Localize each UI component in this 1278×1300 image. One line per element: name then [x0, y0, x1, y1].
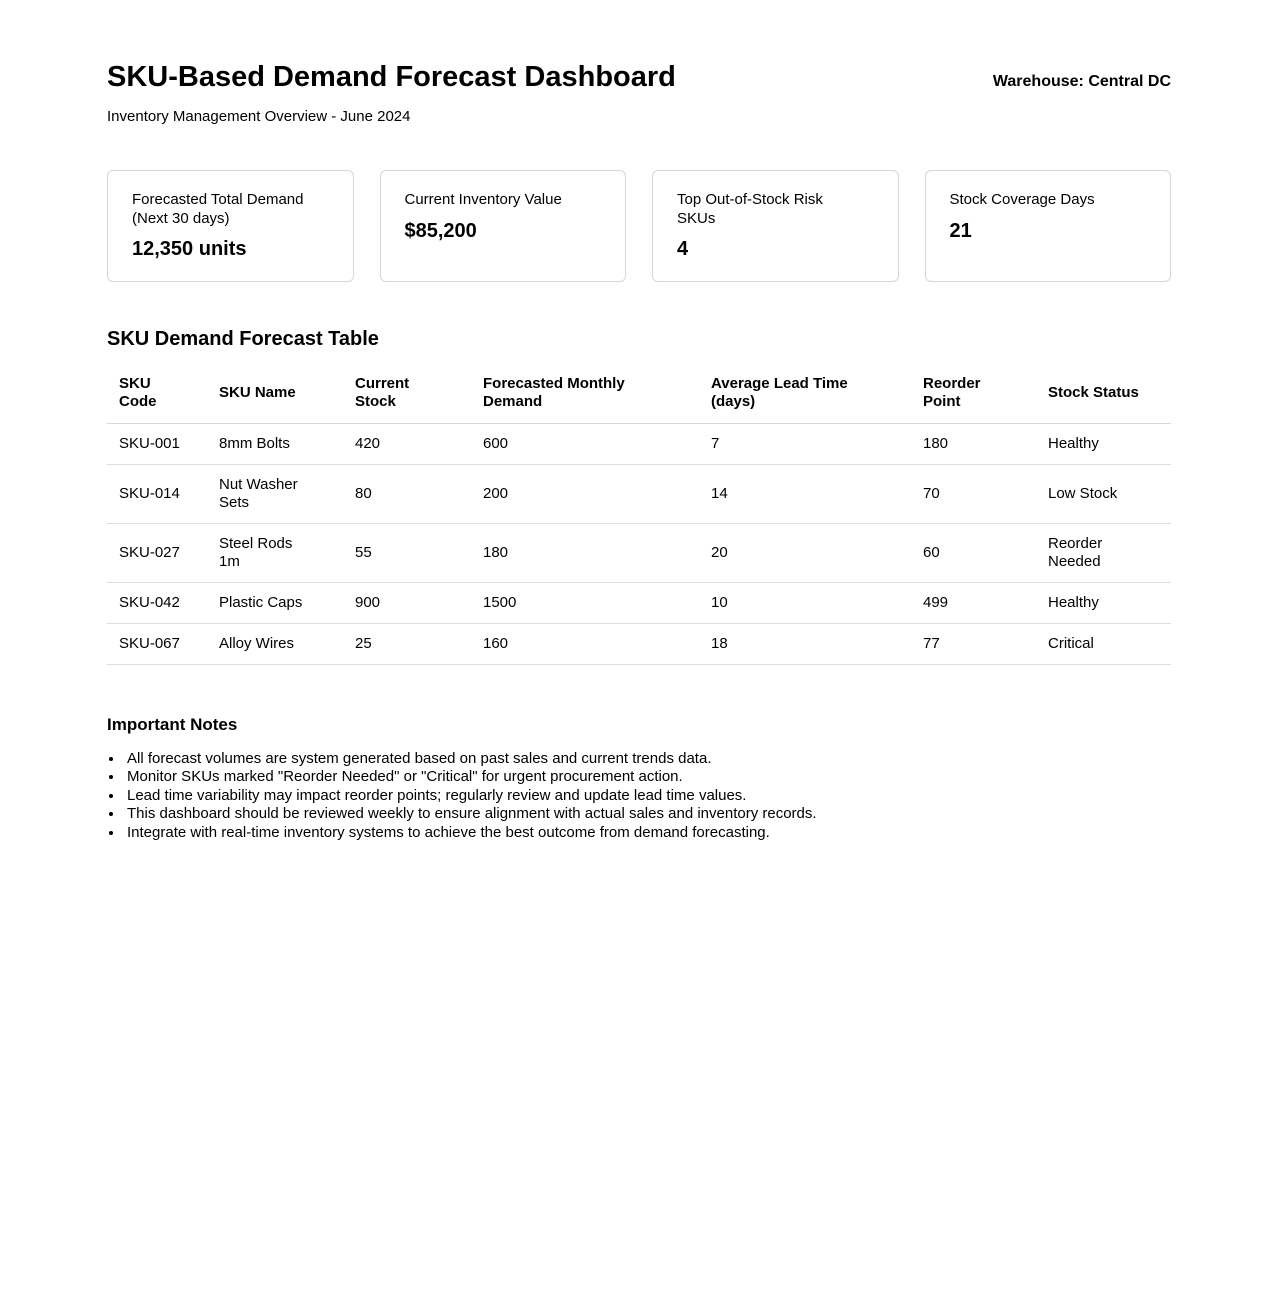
cell-sku-code: SKU-014 — [107, 464, 207, 523]
cell-lead-time: 20 — [699, 523, 911, 582]
cell-current-stock: 80 — [343, 464, 471, 523]
cell-sku-code: SKU-027 — [107, 523, 207, 582]
cell-forecasted-demand: 160 — [471, 623, 699, 664]
stat-card-value: $85,200 — [404, 219, 477, 242]
table-row — [107, 523, 1171, 582]
cell-lead-time: 10 — [699, 582, 911, 623]
col-header-stock-status — [1036, 367, 1171, 423]
cell-sku-name: Steel Rods 1m — [207, 523, 343, 582]
cell-stock-status: Reorder Needed — [1036, 523, 1171, 582]
col-header-label: SKU Code — [119, 375, 157, 411]
cell-sku-code: SKU-001 — [107, 423, 207, 464]
col-header-label: Reorder Point — [923, 375, 981, 411]
stat-card-label: Stock Coverage Days — [949, 190, 1095, 208]
table-row — [107, 623, 1171, 664]
header-bar — [107, 62, 1171, 94]
col-header-label: Average Lead Time (days) — [711, 375, 848, 411]
notes-list — [107, 750, 1171, 842]
cell-reorder-point: 180 — [911, 423, 1036, 464]
table-body — [107, 423, 1171, 664]
col-header-sku-name — [207, 367, 343, 423]
stat-card-current-inventory-value — [380, 170, 627, 283]
stat-card-out-of-stock-risk — [652, 170, 899, 283]
stat-card-value: 21 — [949, 219, 972, 242]
sku-forecast-table — [107, 367, 1171, 664]
col-header-label: Stock Status — [1048, 384, 1139, 402]
cell-current-stock: 900 — [343, 582, 471, 623]
cell-forecasted-demand: 600 — [471, 423, 699, 464]
cell-forecasted-demand: 200 — [471, 464, 699, 523]
col-header-sku-code — [107, 367, 207, 423]
col-header-label: SKU Name — [219, 384, 296, 402]
note-item: • Integrate with real-time inventory systems to achieve the best outcome from demand forecasting. — [124, 824, 1171, 842]
stat-card-label: Current Inventory Value — [404, 190, 562, 208]
dashboard-page — [107, 0, 1171, 922]
note-item: • All forecast volumes are system generated based on past sales and current trends data. — [124, 750, 1171, 768]
table-row — [107, 582, 1171, 623]
cell-lead-time: 14 — [699, 464, 911, 523]
note-item: • Monitor SKUs marked "Reorder Needed" or "Critical" for urgent procurement action. — [124, 768, 1171, 786]
stat-card-value: 4 — [677, 238, 689, 261]
cell-reorder-point: 499 — [911, 582, 1036, 623]
cell-stock-status: Healthy — [1036, 423, 1171, 464]
col-header-forecasted-monthly-demand — [471, 367, 699, 423]
stat-card-label: Top Out-of-Stock Risk SKUs — [677, 190, 823, 227]
cell-stock-status: Low Stock — [1036, 464, 1171, 523]
stat-card-stock-coverage-days — [925, 170, 1172, 283]
table-header — [107, 367, 1171, 423]
cell-sku-code: SKU-042 — [107, 582, 207, 623]
cell-current-stock: 420 — [343, 423, 471, 464]
table-header-row — [107, 367, 1171, 423]
cell-forecasted-demand: 180 — [471, 523, 699, 582]
cell-forecasted-demand: 1500 — [471, 582, 699, 623]
cell-sku-name: Alloy Wires — [207, 623, 343, 664]
cell-sku-name: 8mm Bolts — [207, 423, 343, 464]
col-header-label: Current Stock — [355, 375, 410, 411]
cell-stock-status: Healthy — [1036, 582, 1171, 623]
cell-lead-time: 7 — [699, 423, 911, 464]
cell-current-stock: 55 — [343, 523, 471, 582]
stat-card-forecasted-total-demand — [107, 170, 354, 283]
page-subtitle: Inventory Management Overview - June 2024 — [107, 107, 411, 125]
col-header-label: Forecasted Monthly Demand — [483, 375, 625, 411]
page-title: SKU-Based Demand Forecast Dashboard — [107, 61, 676, 93]
cell-reorder-point: 77 — [911, 623, 1036, 664]
table-row — [107, 423, 1171, 464]
stats-row — [107, 170, 1171, 283]
stat-card-label: Forecasted Total Demand (Next 30 days) — [132, 190, 304, 227]
cell-current-stock: 25 — [343, 623, 471, 664]
cell-stock-status: Critical — [1036, 623, 1171, 664]
cell-sku-name: Nut Washer Sets — [207, 464, 343, 523]
notes-section-title: Important Notes — [107, 714, 238, 734]
stat-card-value: 12,350 units — [132, 238, 247, 261]
table-section-title: SKU Demand Forecast Table — [107, 328, 379, 351]
cell-reorder-point: 70 — [911, 464, 1036, 523]
cell-sku-code: SKU-067 — [107, 623, 207, 664]
cell-reorder-point: 60 — [911, 523, 1036, 582]
note-item: • This dashboard should be reviewed weekly to ensure alignment with actual sales and inventory records. — [124, 805, 1171, 823]
table-row — [107, 464, 1171, 523]
cell-sku-name: Plastic Caps — [207, 582, 343, 623]
cell-lead-time: 18 — [699, 623, 911, 664]
col-header-current-stock — [343, 367, 471, 423]
note-item: • Lead time variability may impact reorder points; regularly review and update lead time values. — [124, 787, 1171, 805]
col-header-reorder-point — [911, 367, 1036, 423]
col-header-average-lead-time — [699, 367, 911, 423]
warehouse-label: Warehouse: Central DC — [992, 73, 1171, 90]
